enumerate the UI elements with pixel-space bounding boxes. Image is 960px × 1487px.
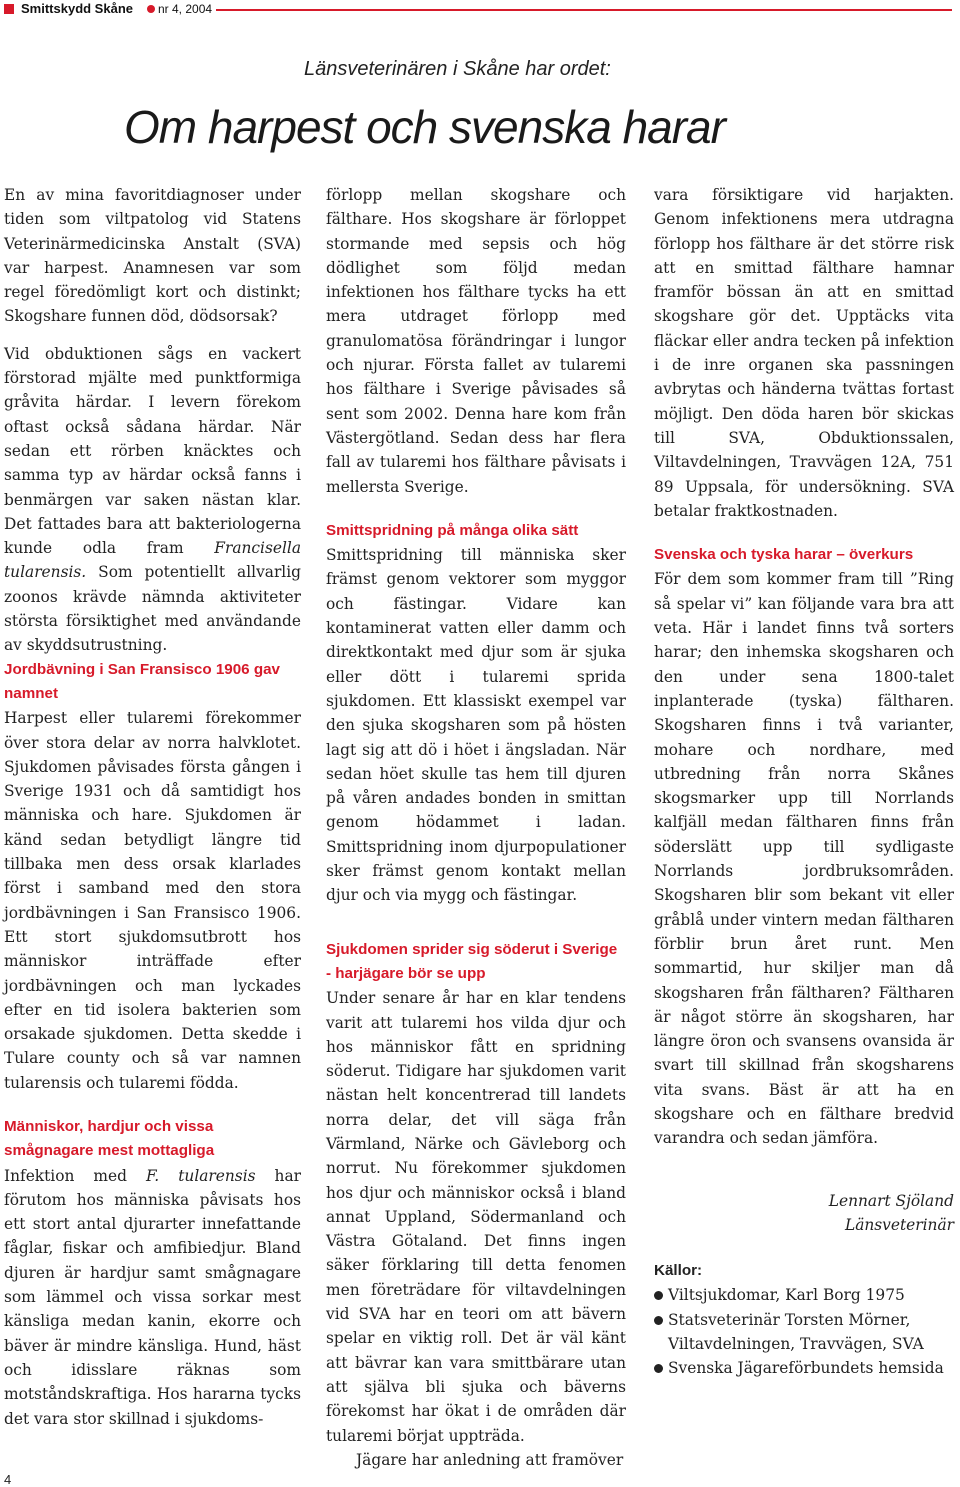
- signature: [654, 1189, 954, 1238]
- author-name: Lennart Sjöland: [828, 1191, 954, 1210]
- publication-name: Smittskydd Skåne: [21, 1, 133, 16]
- section-heading: Svenska och tyska harar – överkurs: [654, 546, 914, 564]
- header-rule: [216, 9, 952, 11]
- paragraph: Jägare har anledning att framöver: [356, 1450, 624, 1469]
- bullet-icon: [654, 1291, 663, 1300]
- section-heading: Sjukdomen sprider sig söderut i Sverige - harjägare bör se upp: [326, 940, 618, 982]
- source-item: Viltsjukdomar, Karl Borg 1975: [654, 1283, 954, 1307]
- paragraph: Infektion med F. tularensis har förutom hos människa påvisats hos ett stort antal djurarter innefattande fåglar, fiskar och amfibiedjur. Bland djuren är hardjur samt smågnagare som lämmel och vissa sorkar mest känsliga medan kanin, ekorre och bäver är mindre känsliga. Hund, häst och idisslare räknas som motståndskraftiga. Hos hararna tycks det vara stor skillnad i sjukdoms-: [4, 1166, 302, 1428]
- column-2: [326, 183, 626, 1472]
- paragraph: Vid obduktionen sågs en vackert förstorad mjälte med punktformiga gråvita härdar. I levern förekom oftast också sådana härdar. När sedan ett rörben knäcktes och samma typ av härdar också fanns i benmärgen var saken nästan klar. Det fattades bara att bakteriologerna kunde odla fram Francisella tularensis. Som potentiellt allvarlig zoonos krävde nämnda aktiviteter största försiktighet med användande av skyddsutrustning.: [4, 344, 301, 655]
- section-heading: Jordbävning i San Fransisco 1906 gav namnet: [4, 660, 281, 702]
- kicker: Länsveterinären i Skåne har ordet:: [304, 58, 611, 80]
- sources-heading: Källor:: [654, 1262, 703, 1280]
- column-1: [4, 183, 301, 1431]
- paragraph: Under senare år har en klar tendens varit att tularemi hos vilda djur och hos människor fått en spridning söderut. Tidigare har sjukdomen varit nästan helt koncentrerad till landets norra delar, det vill säga från Värmland, Närke och Gävleborg och norrut. Nu förekommer sjukdomen hos djur och människor också i bland annat Uppland, Södermanland och Västra Götaland. Det finns ingen säker förklaring till detta fenomen men företrädare för viltavdelningen vid SVA har en teori om att bävern spelar en viktig roll. Det är väl känt att bävrar kan vara smittbärare utan att själva bli sjuka och bäverns förekomst har ökat i de områden där tularemi börjat uppträda.: [326, 989, 626, 1445]
- species-name: Francisella tularensis.: [4, 539, 301, 582]
- red-square-icon: [4, 4, 14, 14]
- paragraph: vara försiktigare vid harjakten. Genom infektionens mera utdragna förlopp hos fälthare är det större risk att en smittad fälthare hamnar framför bössan än att en smittad skogshare gör det. Upptäcks vita fläckar eller andra tecken på infektion i de inre organen ska passningen avbrytas och händerna tvättas fortast möjligt. Den döda haren bör skickas till SVA, Obduktionssalen, Viltavdelningen, Travvägen 12A, 751 89 Uppsala, för undersökning. SVA betalar fraktkostnaden.: [654, 186, 954, 520]
- page-number: 4: [4, 1472, 12, 1487]
- paragraph: Smittspridning till människa sker främst genom vektorer som myggor och fästingar. Vidare kan kontaminerat vatten eller damm och direktkontakt med djur som är sjuka eller dött i tularemi sprida sjukdomen. Ett klassiskt exempel var den sjuka skogsharen som på hösten lagt sig att dö i höet i ängsladan. När sedan höet skulle tas hem till djuren på våren andades bonden in smittan genom hödammet i ladan. Smittspridning inom djurpopulationer sker främst genom kontakt mellan djur och via mygg och fästingar.: [326, 546, 626, 905]
- column-3: [654, 183, 954, 1381]
- issue-label: nr 4, 2004: [158, 2, 213, 16]
- page-title: Om harpest och svenska harar: [124, 101, 725, 153]
- source-item: Svenska Jägareförbundets hemsida: [654, 1356, 954, 1380]
- paragraph: Harpest eller tularemi förekommer över stora delar av norra halvklotet. Sjukdomen påvisades första gången i Sverige 1931 och då samtidigt hos människa och hare. Sjukdomen är känd sedan betydligt längre tid tillbaka men dess orsak klarlades först i samband med den stora jordbävningen i San Fransisco 1906. Ett stort sjukdomsutbrott hos människor inträffade efter jordbävningen och man lyckades efter en tid isolera bakterien som orsakade sjukdomen. Detta skedde i Tulare county och så var namnen tularensis och tularemi födda.: [4, 709, 301, 1092]
- bullet-dot-icon: [147, 5, 155, 13]
- author-title: Länsveterinär: [844, 1215, 954, 1234]
- paragraph: förlopp mellan skogshare och fälthare. Hos skogshare är förloppet stormande med sepsis och hög dödlighet som följd medan infektionen hos fälthare tycks ha ett mera utdraget förlopp med granulomatösa förändringar i lungor och njurar. Första fallet av tularemi hos fälthare i Sverige påvisades så sent som 2002. Denna hare kom från Västergötland. Sedan dess har flera fall av tularemi hos fälthare påvisats i mellersta Sverige.: [326, 186, 626, 496]
- bullet-icon: [654, 1316, 663, 1325]
- bullet-icon: [654, 1364, 663, 1373]
- section-heading: Människor, hardjur och vissa smågnagare mest mottagliga: [4, 1117, 215, 1160]
- masthead-bar: [0, 0, 960, 22]
- species-name: F. tularensis: [146, 1166, 256, 1185]
- source-item: Statsveterinär Torsten Mörner, Viltavdelningen, Travvägen, SVA: [654, 1308, 954, 1357]
- paragraph: För dem som kommer fram till ”Ring så spelar vi” kan följande vara bra att veta. Här i landet finns två sorters harar; den inhemska skogsharen och den under sena 1800-talet inplanterade (tyska) fältharen. Skogsharen finns i två varianter, mohare och nordhare, med utbredning från norra Skånes skogsmarker upp till Norrlands kalfjäll medan fältharen finns från söderslätt upp till sydligaste Norrlands jordbruksområden. Skogsharen blir som bekant vit eller gråblå under vintern medan fältharen förblir brun året runt. Men sommartid, hur skiljer man då skogsharen från fältharen? Fältharen är något större än skogsharen, har längre öron och svansens ovansida är svart till skillnad från skogsharens vita svans. Bäst är att ha en skogshare och en fälthare bredvid varandra och sedan jämföra.: [654, 570, 954, 1148]
- lead-paragraph: En av mina favoritdiagnoser under tiden som viltpatolog vid Statens Veterinärmedicinska Anstalt (SVA) var harpest. Anamnesen var som regel föredömligt kort och distinkt; Skogshare funnen död, dödsorsak?: [4, 186, 301, 326]
- section-heading: Smittspridning på många olika sätt: [326, 521, 579, 539]
